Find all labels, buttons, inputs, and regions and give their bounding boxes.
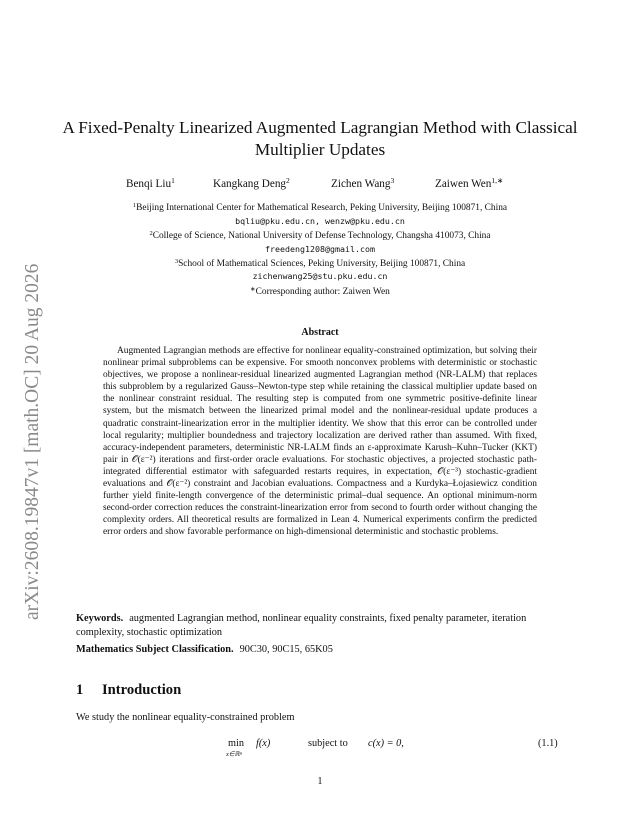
affiliation-2: $^2$College of Science, National University of Defense Technology, Changsha 410073, China (149, 230, 491, 241)
msc-label: Mathematics Subject Classification. (76, 644, 234, 655)
equation-min-subscript: x∈ℝⁿ (226, 751, 242, 758)
equation-subject-to: subject to (308, 738, 348, 749)
author-1: Benqi Liu$^1$ (126, 176, 175, 190)
equation-1-1 (0, 735, 640, 765)
equation-label: (1.1) (538, 738, 558, 749)
paper-title: A Fixed-Penalty Linearized Augmented Lagrangian Method with Classical Multiplier Updates (62, 118, 578, 159)
abstract-body: Augmented Lagrangian methods are effective for nonlinear equality-constrained optimization, but solving their nonlinear primal subproblems can be expensive. For smooth nonconvex problems with deterministic or stochastic objectives, we propose a nonlinear-residual linearized augmented Lagrangian method (NR-LALM) that replaces this subproblem by a regularized Gauss–Newton-type step while retaining the classical multiplier update based on the nonlinear constraint residual. The resulting step is computed from one symmetric positive-definite linear system, but the mismatch between the linearized primal model and the nonlinear-residual update produces a quadratic constraint-linearization error in the multiplier identity. We show that this error can be controlled under local regularity; multiplier boundedness and trajectory localization are derived rather than assumed. With fixed, accuracy-independent parameters, deterministic NR-LALM finds an ε-approximate Karush–Kuhn–Tucker (KKT) pair in 𝒪(ε⁻²) iterations and first-order oracle evaluations. For stochastic objectives, a projected stochastic path-integrated differential estimator with safeguarded restarts requires, in expectation, 𝒪(ε⁻³) stochastic-gradient evaluations and 𝒪(ε⁻²) constraint and Jacobian evaluations. Compactness and a Kurdyka–Łojasiewicz condition further yield finite-length convergence of the deterministic primal–dual sequence. An optional minimum-norm second-order correction reduces the constraint-linearization error from second to fourth order without changing the complexity orders. All theoretical results are formalized in Lean 4. Numerical experiments confirm the predicted error orders and show favorable performance on high-dimensional deterministic and stochastic problems. (103, 346, 537, 538)
author-4: Zaiwen Wen$^{1,∗}$ (435, 176, 504, 190)
intro-paragraph: We study the nonlinear equality-constrained problem (76, 712, 295, 723)
page-number: 1 (317, 776, 323, 787)
subject-classification (76, 644, 566, 655)
section-title: Introduction (102, 682, 182, 698)
author-2: Kangkang Deng$^2$ (213, 176, 290, 190)
author-list (80, 176, 560, 192)
corresponding-author: ∗Corresponding author: Zaiwen Wen (250, 286, 390, 297)
keywords (76, 612, 566, 640)
email-3: zichenwang25@stu.pku.edu.cn (252, 271, 388, 281)
abstract-heading: Abstract (301, 327, 339, 338)
email-1: bqliu@pku.edu.cn, wenzw@pku.edu.cn (235, 216, 405, 226)
keywords-text: augmented Lagrangian method, nonlinear equality constraints, fixed penalty parameter, iteration complexity, stochastic optimization (76, 613, 527, 638)
section-heading (76, 682, 181, 699)
equation-constraint: c(x) = 0, (368, 738, 404, 749)
affiliation-3: $^3$School of Mathematical Sciences, Peking University, Beijing 100871, China (174, 258, 466, 269)
keywords-label: Keywords. (76, 613, 124, 624)
msc-text: 90C30, 90C15, 65K05 (239, 644, 333, 655)
equation-min-operator: min x∈ℝⁿ (226, 738, 245, 758)
author-3: Zichen Wang$^3$ (331, 176, 395, 190)
section-number: 1 (76, 682, 84, 698)
equation-objective: f(x) (256, 738, 271, 749)
affiliation-1: $^1$Beijing International Center for Mathematical Research, Peking University, Beijing 100871, China (132, 202, 508, 213)
arxiv-identifier: arXiv:2608.19847v1 [math.OC] 20 Aug 2026 (22, 263, 43, 620)
email-2: freedeng1208@gmail.com (265, 244, 375, 254)
